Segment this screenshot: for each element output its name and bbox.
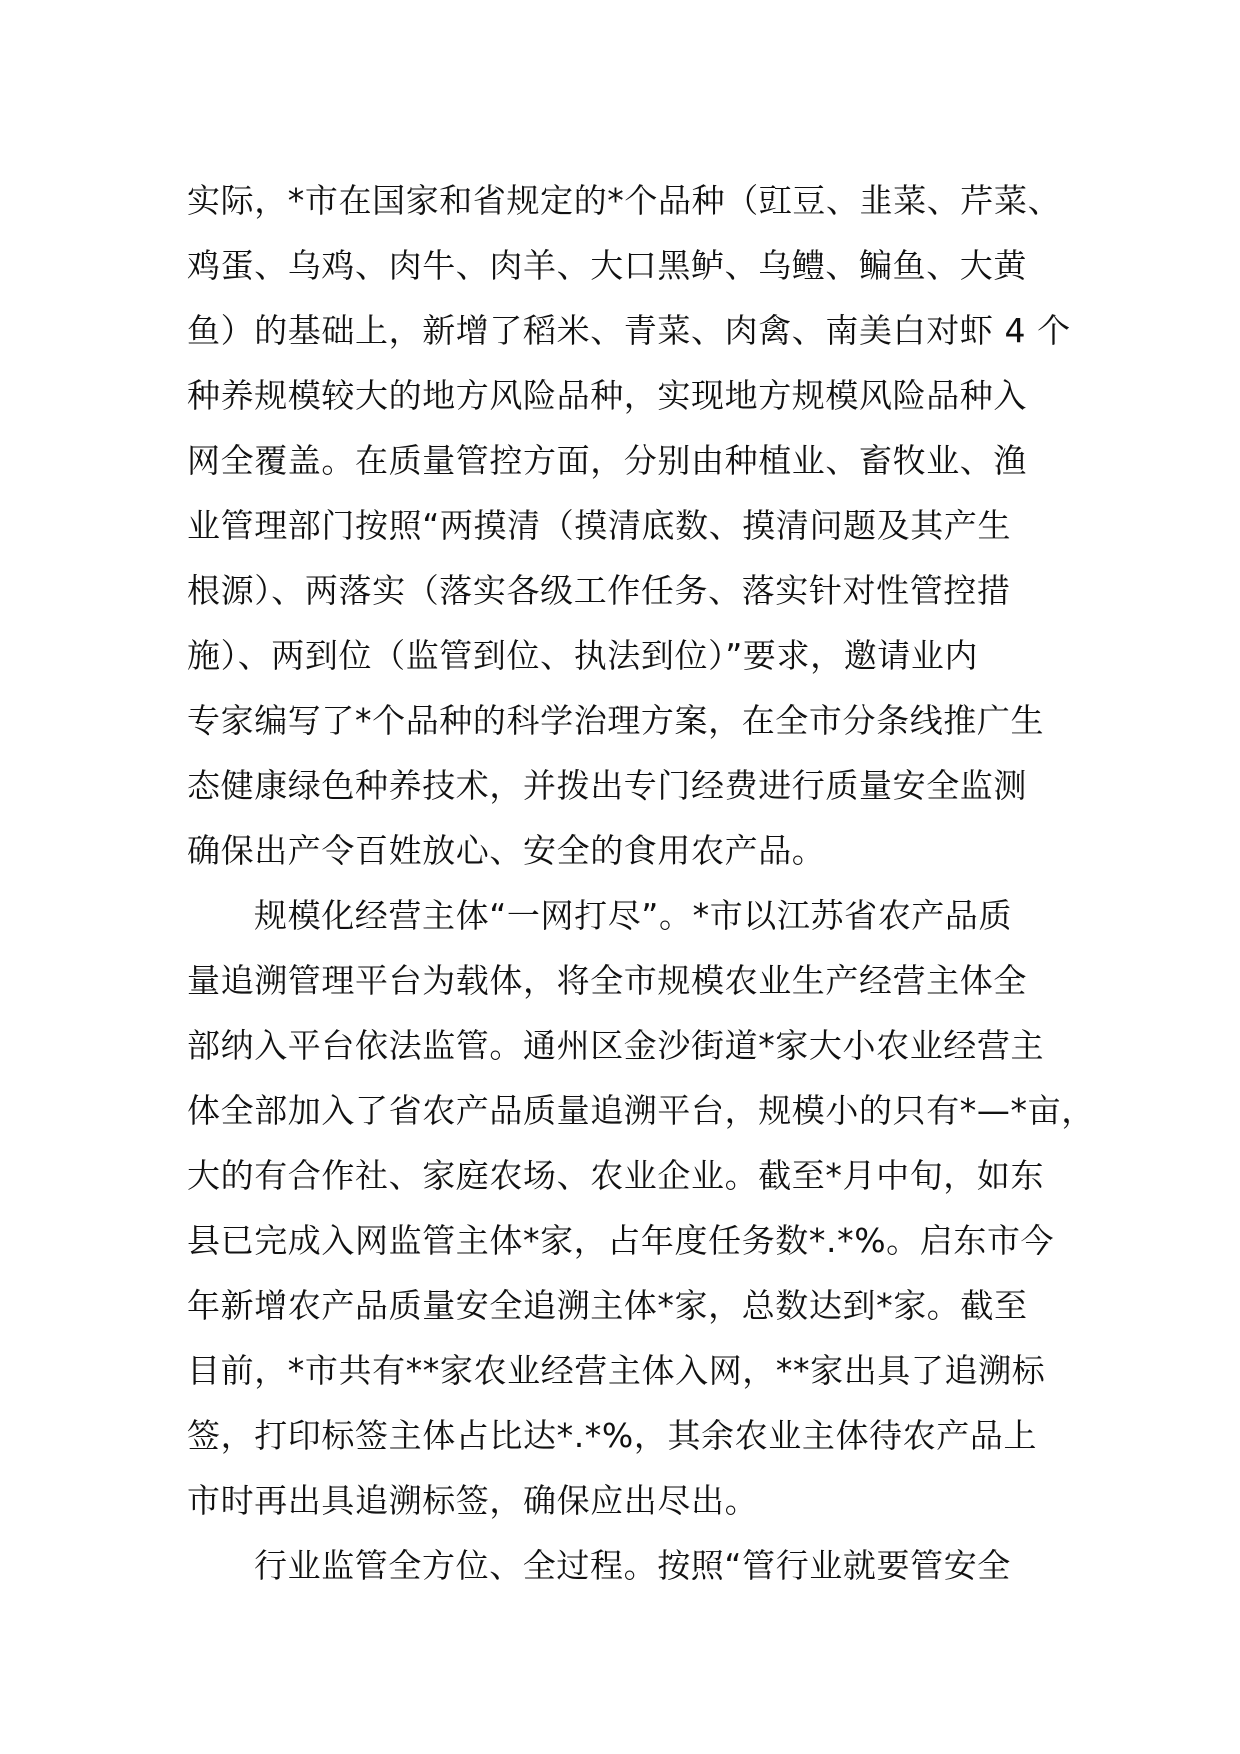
text-line: 大的有合作社、家庭农场、农业企业。截至*月中旬，如东 (187, 1156, 1045, 1195)
paragraph-3 (187, 1533, 1087, 1598)
text-line: 确保出产令百姓放心、安全的食用农产品。 (187, 831, 826, 870)
document-body (187, 168, 1095, 1598)
text-line: 网全覆盖。在质量管控方面，分别由种植业、畜牧业、渔 (187, 441, 1027, 480)
text-line: 实际，*市在国家和省规定的*个品种（豇豆、韭菜、芹菜、 (187, 181, 1062, 220)
text-line: 业管理部门按照“两摸清（摸清底数、摸清问题及其产生 (187, 506, 1012, 545)
text-line: 根源）、两落实（落实各级工作任务、落实针对性管控措 (187, 571, 1011, 610)
text-line: 态健康绿色种养技术，并拨出专门经费进行质量安全监测 (187, 766, 1027, 805)
text-line: 行业监管全方位、全过程。按照“管行业就要管安全 (254, 1546, 1011, 1585)
text-line: 专家编写了*个品种的科学治理方案，在全市分条线推广生 (187, 701, 1045, 740)
text-line: 目前，*市共有**家农业经营主体入网，**家出具了追溯标 (187, 1351, 1046, 1390)
text-line: 规模化经营主体“一网打尽”。*市以江苏省农产品质 (254, 896, 1013, 935)
text-line: 施）、两到位（监管到位、执法到位）”要求，邀请业内 (187, 636, 979, 675)
text-line: 鸡蛋、乌鸡、肉牛、肉羊、大口黑鲈、乌鳢、鳊鱼、大黄 (187, 246, 1027, 285)
text-line: 种养规模较大的地方风险品种，实现地方规模风险品种入 (187, 376, 1027, 415)
text-line: 市时再出具追溯标签，确保应出尽出。 (187, 1481, 759, 1520)
text-line: 签，打印标签主体占比达*.*%，其余农业主体待农产品上 (187, 1416, 1038, 1455)
text-line: 县已完成入网监管主体*家，占年度任务数*.*%。启东市今 (187, 1221, 1055, 1260)
text-line: 量追溯管理平台为载体，将全市规模农业生产经营主体全 (187, 961, 1027, 1000)
text-line: 年新增农产品质量安全追溯主体*家，总数达到*家。截至 (187, 1286, 1028, 1325)
text-line: 体全部加入了省农产品质量追溯平台，规模小的只有*—*亩， (187, 1091, 1095, 1130)
text-line: 鱼）的基础上，新增了稻米、青菜、肉禽、南美白对虾 4 个 (187, 311, 1071, 350)
paragraph-1 (187, 168, 1087, 883)
text-line: 部纳入平台依法监管。通州区金沙街道*家大小农业经营主 (187, 1026, 1045, 1065)
paragraph-2 (187, 883, 1095, 1533)
